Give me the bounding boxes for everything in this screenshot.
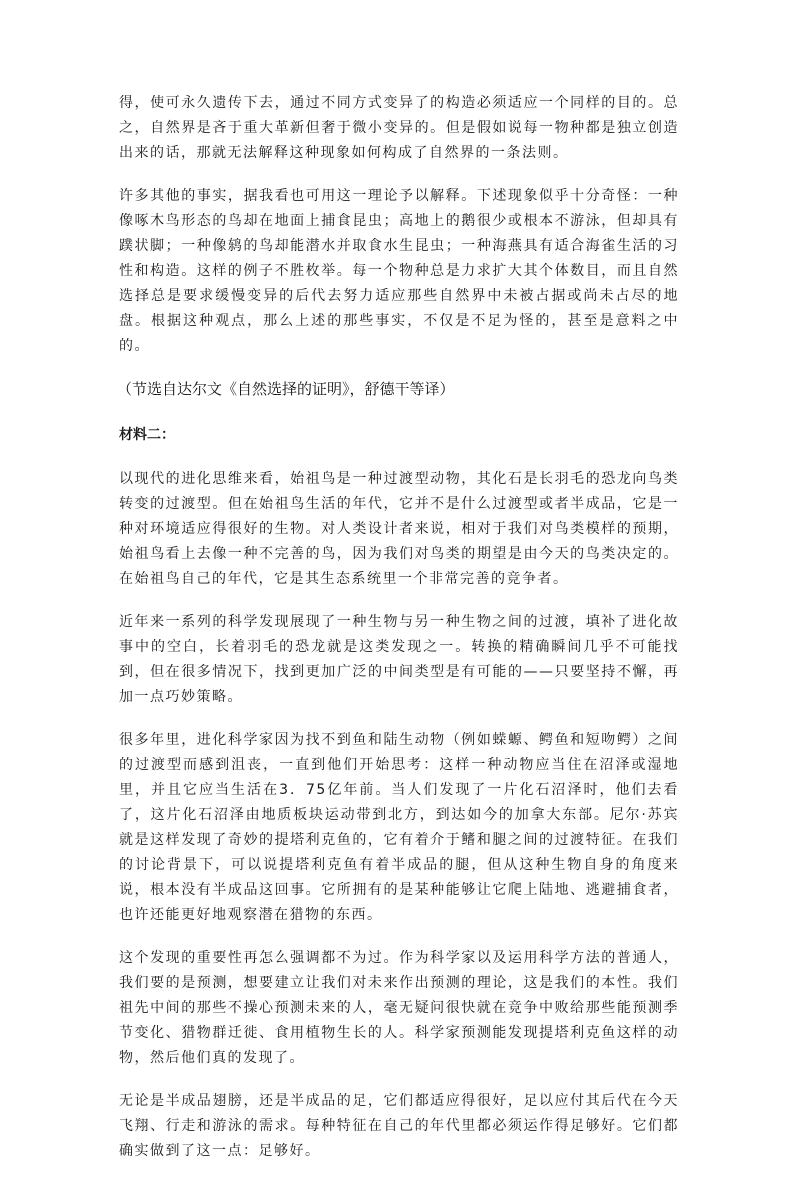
material2-paragraph: 以现代的进化思维来看，始祖鸟是一种过渡型动物，其化石是长羽毛的恐龙向鸟类转变的过渡型。但在始祖鸟生活的年代，它并不是什么过渡型或者半成品，它是一种对环境适应得很好的生物。对人类设计者来说，相对于我们对鸟类模样的预期，始祖鸟看上去像一种不完善的鸟，因为我们对鸟类的期望是由今天的鸟类决定的。在始祖鸟自己的年代，它是其生态系统里一个非常完善的竞争者。: [119, 471, 679, 587]
material2-heading: 材料二：: [119, 427, 175, 443]
material2-paragraph: 无论是半成品翅膀，还是半成品的足，它们都适应得很好，足以应付其后代在今天飞翔、行走和游泳的需求。每种特征在自己的年代里都必须运作得足够好。它们都确实做到了这一点：足够好。: [119, 1093, 679, 1159]
source-citation: （节选自达尔文《自然选择的证明》，舒德干等译）: [117, 380, 455, 398]
material2-paragraph: 很多年里，进化科学家因为找不到鱼和陆生动物（例如蝾螈、鳄鱼和短吻鳄）之间的过渡型而感到沮丧，一直到他们开始思考：这样一种动物应当住在沼泽或湿地里，并且它应当生活在3．75亿年前。当人们发现了一片化石沼泽时，他们去看了，这片化石沼泽由地质板块运动带到北方，到达如今的加拿大东部。尼尔·苏宾就是这样发现了奇妙的提塔利克鱼的，它有着介于鳍和腿之间的过渡特征。在我们的讨论背景下，可以说提塔利克鱼有着半成品的腿，但从这种生物自身的角度来说，根本没有半成品这回事。它所拥有的是某种能够让它爬上陆地、逃避捕食者，也许还能更好地观察潜在猎物的东西。: [119, 732, 679, 923]
material1-paragraph: 得，使可永久遗传下去，通过不同方式变异了的构造必须适应一个同样的目的。总之，自然界是吝于重大革新但奢于微小变异的。但是假如说每一物种都是独立创造出来的话，那就无法解释这种现象如何构成了自然界的一条法则。: [119, 95, 679, 161]
material2-paragraph: 这个发现的重要性再怎么强调都不为过。作为科学家以及运用科学方法的普通人，我们要的是预测，想要建立让我们对未来作出预测的理论，这是我们的本性。我们祖先中间的那些不操心预测未来的人，毫无疑问很快就在竞争中败给那些能预测季节变化、猎物群迁徙、食用植物生长的人。科学家预测能发现提塔利克鱼这样的动物，然后他们真的发现了。: [119, 950, 679, 1066]
material2-paragraph: 近年来一系列的科学发现展现了一种生物与另一种生物之间的过渡，填补了进化故事中的空白，长着羽毛的恐龙就是这类发现之一。转换的精确瞬间几乎不可能找到，但在很多情况下，找到更加广泛的中间类型是有可能的——只要坚持不懈，再加一点巧妙策略。: [119, 614, 679, 705]
document-page: [119, 91, 679, 1182]
material1-paragraph: 许多其他的事实，据我看也可用这一理论予以解释。下述现象似乎十分奇怪：一种像啄木鸟形态的鸟却在地面上捕食昆虫；高地上的鹅很少或根本不游泳，但却具有蹼状脚；一种像鸫的鸟却能潜水并取食水生昆虫；一种海燕具有适合海雀生活的习性和构造。这样的例子不胜枚举。每一个物种总是力求扩大其个体数目，而且自然选择总是要求缓慢变异的后代去努力适应那些自然界中未被占据或尚未占尽的地盘。根据这种观点，那么上述的那些事实，不仅是不足为怪的，甚至是意料之中的。: [119, 188, 679, 354]
